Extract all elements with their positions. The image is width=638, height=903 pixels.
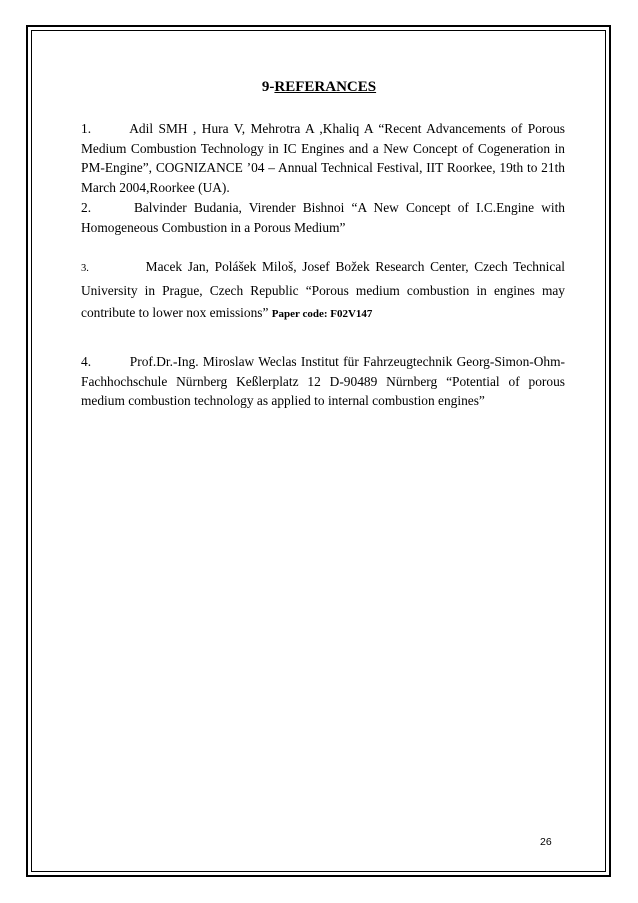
section-title: REFERANCES (274, 79, 377, 95)
reference-index: 4. (81, 354, 92, 369)
paper-code: Paper code: F02V147 (271, 308, 373, 320)
reference-item-3 (81, 256, 565, 325)
reference-index: 2. (81, 200, 92, 215)
page-number: 26 (540, 836, 552, 848)
reference-text: Balvinder Budania, Virender Bishnoi “A New Concept of I.C.Engine with Homogeneous Combustion in a Porous Medium” (81, 200, 566, 235)
reference-text: Macek Jan, Polášek Miloš, Josef Božek Research Center, Czech Technical University in Prague, Czech Republic “Porous medium combustion in engines may contribute to lower nox emissions” (81, 259, 566, 320)
reference-text: Adil SMH , Hura V, Mehrotra A ,Khaliq A “Recent Advancements of Porous Medium Combustion Technology in IC Engines and a New Concept of Cogeneration in PM-Engine”, COGNIZANCE ’04 – Annual Technical Festival, IIT Roorkee, 19th to 21th March 2004,Roorkee (UA). (81, 121, 565, 195)
reference-item-1 (81, 119, 565, 197)
section-heading (0, 78, 638, 96)
reference-index: 3. (81, 263, 89, 274)
reference-text: Prof.Dr.-Ing. Miroslaw Weclas Institut für Fahrzeugtechnik Georg-Simon-Ohm-Fachhochschule Nürnberg Keßlerplatz 12 D-90489 Nürnberg “Potential of porous medium combustion technology as applied to internal combustion engines” (81, 354, 565, 408)
reference-index: 1. (81, 121, 92, 136)
section-number: 9- (261, 79, 275, 95)
reference-item-4 (81, 352, 565, 411)
reference-item-2 (81, 198, 565, 237)
